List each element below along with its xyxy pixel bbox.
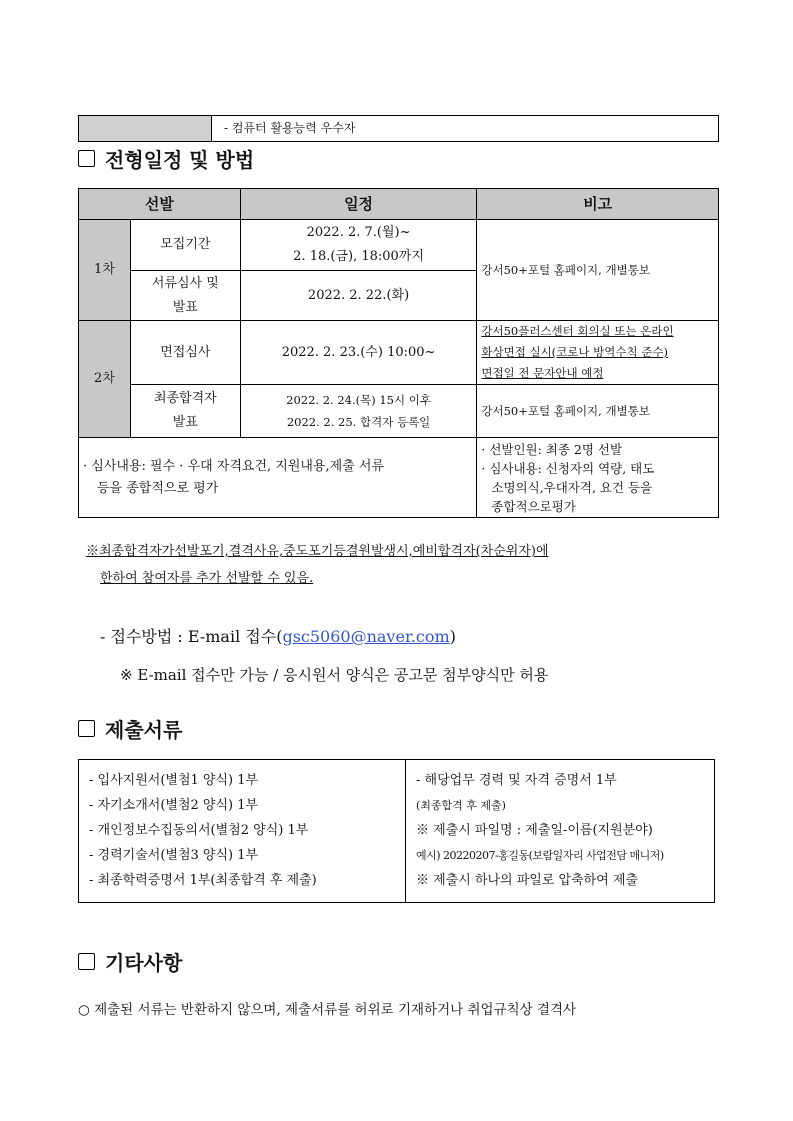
- stage: 모집기간: [130, 220, 240, 271]
- email-link[interactable]: gsc5060@naver.com: [282, 627, 450, 646]
- header-selection: 선발: [79, 189, 241, 220]
- stage: 최종합격자 발표: [130, 385, 240, 438]
- qualification-row: [78, 115, 719, 142]
- header-schedule: 일정: [240, 189, 477, 220]
- stage: 면접심사: [130, 321, 240, 385]
- section-heading-etc: [78, 947, 182, 976]
- notice: ※최종합격자가선발포기,결격사유,중도포기등결원발생시,예비합격자(차순위자)에 한하여 참여자를 추가 선발할 수 있음.: [86, 544, 549, 586]
- schedule-table: [78, 188, 719, 518]
- label-cell: [79, 116, 212, 141]
- qualification-text: - 컴퓨터 활용능력 우수자: [224, 121, 356, 135]
- date: 2022. 2. 24.(목) 15시 이후 2022. 2. 25. 합격자 등록일: [240, 385, 477, 438]
- date: 2022. 2. 7.(월)~ 2. 18.(금), 18:00까지: [240, 220, 477, 271]
- round1-label: 1차: [79, 220, 131, 321]
- round2-label: 2차: [79, 321, 131, 438]
- summary-right: · 선발인원: 최종 2명 선발 · 심사내용: 신청자의 역량, 태도 소명의식,우대자격, 요건 등을 종합적으로평가: [477, 438, 719, 518]
- documents-right: - 해당업무 경력 및 자격 증명서 1부 (최종합격 후 제출) ※ 제출시 파일명 : 제출일-이름(지원분야) 예시) 20220207-홍길동(보람일자리 사업전담 매니저) ※ 제출시 하나의 파일로 압축하여 제출: [416, 773, 664, 888]
- section-heading-schedule: [78, 144, 254, 173]
- documents-box: [78, 759, 715, 903]
- section-title: 기타사항: [105, 951, 183, 975]
- checkbox-icon: [78, 953, 95, 970]
- date: 2022. 2. 23.(수) 10:00~: [240, 321, 477, 385]
- checkbox-icon: [78, 150, 95, 167]
- apply-note: ※ E-mail 접수만 가능 / 응시원서 양식은 공고문 첨부양식만 허용: [120, 666, 549, 684]
- header-remarks: 비고: [477, 189, 719, 220]
- section-title: 제출서류: [105, 718, 183, 742]
- remark: 강서50플러스센터 회의실 또는 온라인 화상면접 실시(코로나 방역수칙 준수) 면접일 전 문자안내 예정: [477, 321, 719, 385]
- stage: 서류심사 및 발표: [130, 271, 240, 321]
- apply-method: - 접수방법 : E-mail 접수(gsc5060@naver.com): [100, 627, 456, 646]
- checkbox-icon: [78, 720, 95, 737]
- remark: 강서50+포털 홈페이지, 개별통보: [477, 220, 719, 321]
- summary-left: · 심사내용: 필수 · 우대 자격요건, 지원내용,제출 서류 등을 종합적으로 평가: [79, 438, 477, 518]
- documents-left: - 입사지원서(별첨1 양식) 1부 - 자기소개서(별첨2 양식) 1부 - 개인정보수집동의서(별첨2 양식) 1부 - 경력기술서(별첨3 양식) 1부 - 최종학력증명서 1부(최종합격 후 제출): [79, 760, 406, 902]
- etc-text: ○ 제출된 서류는 반환하지 않으며, 제출서류를 허위로 기재하거나 취업규칙상 결격사: [78, 1002, 577, 1018]
- section-title: 전형일정 및 방법: [105, 148, 255, 172]
- remark: 강서50+포털 홈페이지, 개별통보: [477, 385, 719, 438]
- section-heading-documents: [78, 714, 182, 743]
- date: 2022. 2. 22.(화): [240, 271, 477, 321]
